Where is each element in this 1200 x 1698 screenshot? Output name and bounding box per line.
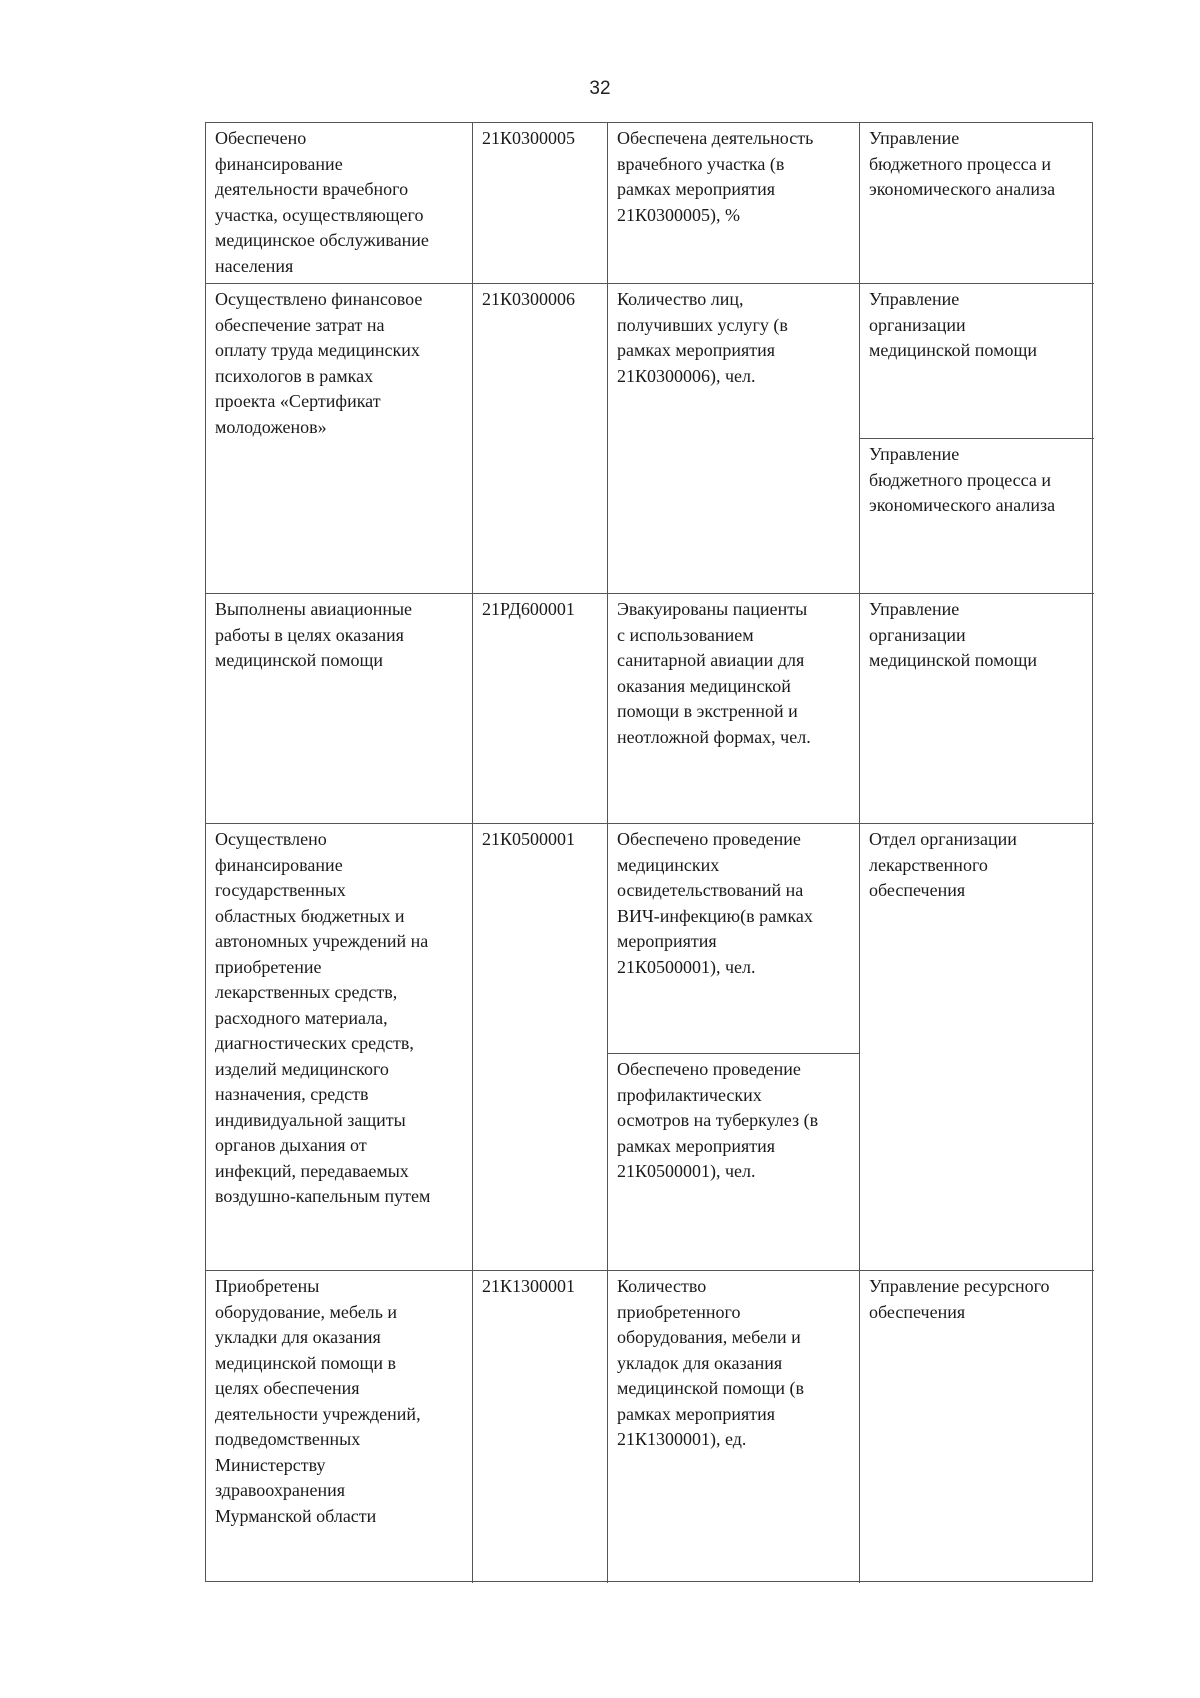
- indicator-cell: Количество лиц, получивших услугу (в рамках мероприятия 21К0300006), чел.: [608, 284, 860, 594]
- indicator-cell: Обеспечено проведение профилактических осмотров на туберкулез (в рамках мероприятия 21К0500001), чел.: [608, 1054, 860, 1271]
- responsible-cell: Управление ресурсного обеспечения: [869, 1276, 1050, 1322]
- code-cell: 21К0300006: [473, 284, 608, 594]
- indicator-cell: Обеспечена деятельность врачебного участка (в рамках мероприятия 21К0300005), %: [608, 123, 860, 284]
- results-table: [205, 122, 1093, 1582]
- indicator-cell: Обеспечено проведение медицинских освидетельствований на ВИЧ-инфекцию(в рамках мероприятия 21К0500001), чел.: [608, 824, 860, 1054]
- page-number: 32: [589, 78, 611, 99]
- responsible-cell: Управление организации медицинской помощи: [860, 284, 1094, 439]
- code-cell: 21РД600001: [473, 594, 608, 824]
- indicator-cell: Количество приобретенного оборудования, мебели и укладок для оказания медицинской помощи (в рамках мероприятия 21К1300001), ед.: [608, 1271, 860, 1583]
- result-cell: Выполнены авиационные работы в целях оказания медицинской помощи: [206, 594, 473, 824]
- code-cell: 21К0500001: [473, 824, 608, 1271]
- responsible-cell: Управление бюджетного процесса и экономического анализа: [860, 439, 1094, 594]
- responsible-cell: Отдел организации лекарственного обеспечения: [860, 824, 1094, 1271]
- result-cell: Осуществлено финансовое обеспечение затрат на оплату труда медицинских психологов в рамках проекта «Сертификат молодоженов»: [206, 284, 473, 594]
- code-cell: 21К1300001: [473, 1271, 608, 1583]
- responsible-cell: Управление бюджетного процесса и экономического анализа: [860, 123, 1094, 284]
- responsible-cell: Управление организации медицинской помощи: [860, 594, 1094, 824]
- result-cell: Осуществлено финансирование государственных областных бюджетных и автономных учреждений на приобретение лекарственных средств, расходного материала, диагностических средств, изделий медицинского назначения, средств индивидуальной защиты органов дыхания от инфекций, передаваемых воздушно-капельным путем: [206, 824, 473, 1271]
- result-cell: Обеспечено финансирование деятельности врачебного участка, осуществляющего медицинское обслуживание населения: [206, 123, 473, 284]
- result-cell: Приобретены оборудование, мебель и укладки для оказания медицинской помощи в целях обеспечения деятельности учреждений, подведомственных Министерству здравоохранения Мурманской области: [206, 1271, 473, 1583]
- code-cell: 21К0300005: [473, 123, 608, 284]
- indicator-cell: Эвакуированы пациенты с использованием санитарной авиации для оказания медицинской помощи в экстренной и неотложной формах, чел.: [608, 594, 860, 824]
